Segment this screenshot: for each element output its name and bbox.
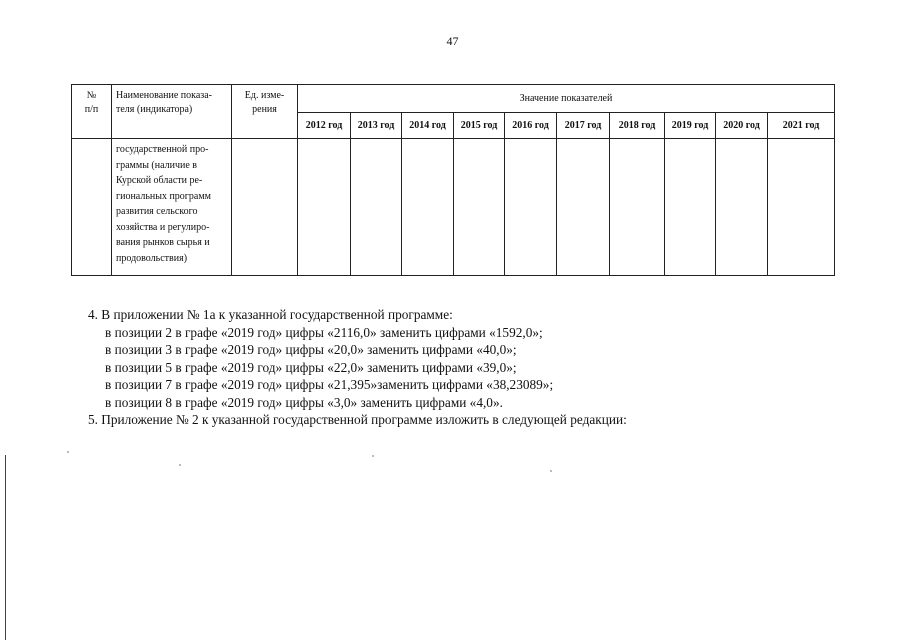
scan-margin-line [5,455,6,640]
year-header: 2016 год [505,113,557,139]
paragraph: 5. Приложение № 2 к указанной государственной программе изложить в следующей редакции: [88,412,627,427]
header-num: № п/п [72,85,112,139]
row-value-cell [454,139,505,276]
paragraph: 4. В приложении № 1а к указанной государственной программе: [88,307,453,322]
year-header: 2013 год [351,113,402,139]
amendment-text [88,306,627,429]
row-value-cell [505,139,557,276]
table-row [72,139,835,276]
indicators-table [71,84,835,276]
row-value-cell [716,139,768,276]
year-header: 2017 год [557,113,610,139]
paragraph: в позиции 7 в графе «2019 год» цифры «21,395»заменить цифрами «38,23089»; [105,377,554,392]
row-value-cell [665,139,716,276]
scan-speck [179,464,181,466]
paragraph: в позиции 2 в графе «2019 год» цифры «2116,0» заменить цифрами «1592,0»; [105,324,543,340]
year-header: 2015 год [454,113,505,139]
row-value-cell [351,139,402,276]
scan-speck [372,455,374,457]
row-value-cell [768,139,835,276]
year-header: 2021 год [768,113,835,139]
row-value-cell [610,139,665,276]
table-header-row [72,85,835,113]
year-header: 2020 год [716,113,768,139]
paragraph: в позиции 3 в графе «2019 год» цифры «20,0» заменить цифрами «40,0»; [105,342,517,357]
row-num-cell [72,139,112,276]
header-values: Значение показателей [298,85,835,113]
row-value-cell [402,139,454,276]
header-indicator-name: Наименование показа- теля (индикатора) [112,85,232,139]
year-header: 2019 год [665,113,716,139]
row-unit-cell [232,139,298,276]
scan-speck [550,470,552,472]
row-value-cell [298,139,351,276]
page-number: 47 [446,34,459,48]
paragraph: в позиции 8 в графе «2019 год» цифры «3,0» заменить цифрами «4,0». [105,394,503,410]
row-value-cell [557,139,610,276]
scan-speck [67,451,69,453]
header-unit: Ед. изме- рения [232,85,298,139]
year-header: 2012 год [298,113,351,139]
year-header: 2014 год [402,113,454,139]
row-indicator-name: государственной про- граммы (наличие в Курской области ре- гиональных программ развития сельского хозяйства и регулиро- вания рынков сырья и продовольствия) [112,139,232,276]
paragraph: в позиции 5 в графе «2019 год» цифры «22,0» заменить цифрами «39,0»; [105,359,517,375]
year-header: 2018 год [610,113,665,139]
